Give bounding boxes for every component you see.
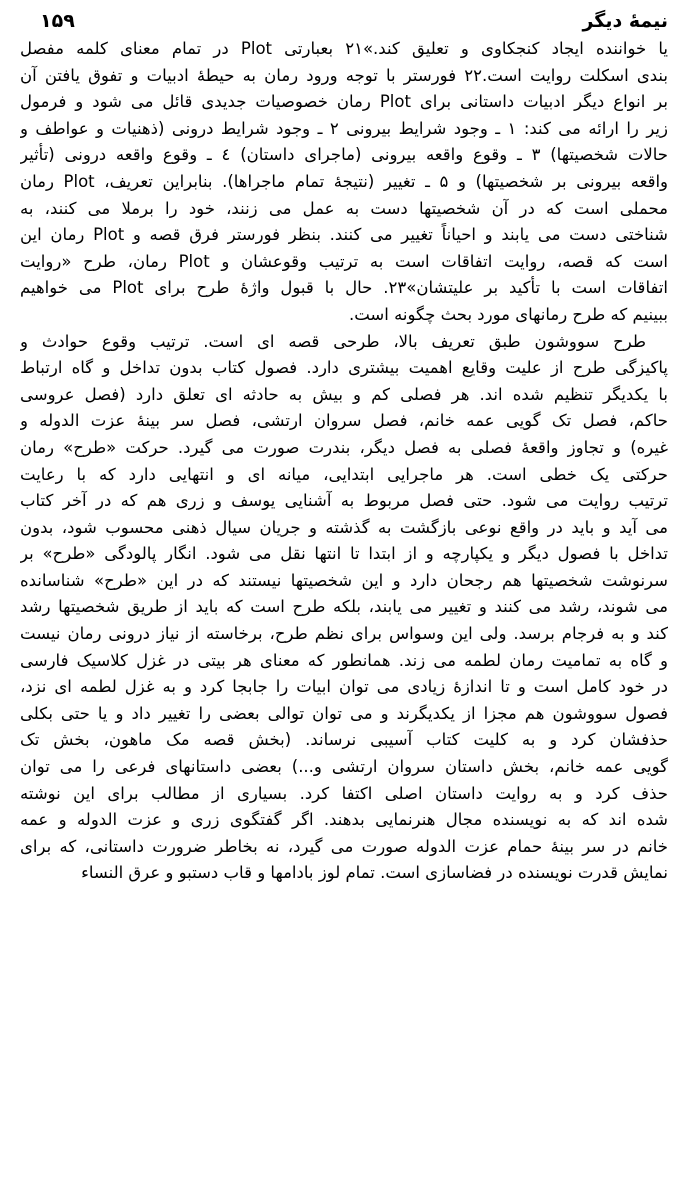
text-line: ببینیم که طرح رمانهای مورد بحث چگونه است. (348, 304, 668, 324)
text-line: خانم در سر بینهٔ حمام عزت الدوله صورت می گیرد، نه بخاطر ضرورت داستانی، که برای (20, 836, 668, 856)
text-line: بر انواع دیگر ادبیات داستانی برای Plot رمان خصوصیات جدیدی قائل می شود و فرمول (20, 92, 668, 112)
text-line: حذف کرد و به روایت داستان اصلی اکتفا کرد. بسیاری از مطالب برای این نوشته (20, 783, 668, 803)
text-line: حاکم، فصل تک گویی عمه خانم، فصل سروان ارتشی، فصل سر بینهٔ عزت الدوله و (20, 411, 668, 431)
body-text (20, 36, 668, 887)
text-line: غیره) و تجاوز واقعهٔ فصلی به فصل دیگر، بندرت صورت می گیرد. حرکت «طرح» رمان (20, 437, 668, 457)
text-line: فصول سووشون هم مجزا از یکدیگرند و می توان توالی بعضی را تغییر داد و یا حتی بکلی (20, 703, 668, 723)
text-line: زیر را ارائه می کند: ۱ ـ وجود شرایط بیرونی ۲ ـ وجود شرایط درونی (ذهنیات و عواطف و (20, 118, 668, 138)
text-line: بندی اسکلت روایت است.۲۲ فورستر با توجه ورود رمان به حیطهٔ ادبیات و تفوق یافتن آن (20, 65, 668, 85)
text-line: حذفشان کرد و به کلیت کتاب آسیبی نرساند. (بخش قصه مک ماهون، بخش تک (20, 730, 668, 750)
text-line: شناختی دست می یابند و احیاناً تغییر می کنند. بنظر فورستر فرق قصه و Plot رمان این (20, 225, 668, 245)
text-line: است که قصه، روایت اتفاقات است به ترتیب وقوعشان و Plot رمان، طرح «روایت (20, 251, 668, 271)
text-line: محملی است که در آن شخصیتها دست به عمل می زنند، خود را برملا می کنند، به (20, 198, 668, 218)
text-line: سرنوشت شخصیتها هم رجحان دارد و این شخصیتها نیستند که در این «طرح» شناسانده (20, 570, 668, 590)
text-line: ترتیب روایت می شود. حتی فصل مربوط به آشنایی یوسف و زری هم که در آخر کتاب (20, 491, 668, 511)
page-header (40, 10, 668, 36)
page-number: ۱۵۹ (40, 10, 75, 32)
text-line: گویی عمه خانم، بخش داستان سروان ارتشی و...) بعضی داستانهای فرعی را می توان (20, 757, 668, 777)
text-line: حالات شخصیتها) ۳ ـ وقوع واقعه بیرونی (ماجرای داستان) ٤ ـ وقوع واقعه درونی (تأثیر (20, 145, 668, 165)
text-line: اتفاقات است با تأکید بر علیتشان»۲۳. حال با قبول واژهٔ طرح برای Plot می خواهیم (20, 278, 668, 298)
text-line: حرکتی یک خطی است. هر ماجرایی ابتدایی، میانه ای و انتهایی دارد که با رعایت (20, 464, 668, 484)
text-line: طرح سووشون طبق تعریف بالا، طرحی قصه ای است. ترتیب وقوع حوادث و (20, 331, 646, 351)
text-line: نمایش قدرت نویسنده در فضاسازی است. تمام لوز بادامها و قاب دستبو و عرق النساء (81, 863, 668, 883)
running-title: نیمهٔ دیگر (582, 10, 668, 32)
text-line: واقعه بیرونی بر شخصیتها) و ۵ ـ تغییر (نتیجهٔ تمام ماجراها). بنابراین تعریف، Plot رمان (20, 171, 668, 191)
text-line: می شوند، رشد می کنند و تغییر می یابند، بلکه طرح است که باید از طریق شخصیتها رشد (20, 597, 668, 617)
text-line: کند و به فرجام برسد. ولی این وسواس برای نظم طرح، برخاسته از نیاز درونی رمان نیست (20, 624, 668, 644)
text-line: و گاه به تمامیت رمان لطمه می زند. همانطور که معنای هر بیتی در غزل کلاسیک فارسی (20, 650, 668, 670)
text-line: در خود کامل است و تا اندازهٔ زیادی می توان ابیات را جابجا کرد و به غزل لطمه ای نزد، (20, 677, 668, 697)
text-line: پاکیزگی طرح از علیت وقایع اهمیت بیشتری دارد. فصول کتاب بدون تداخل و گاه ارتباط (20, 358, 668, 378)
text-line: یا خواننده ایجاد کنجکاوی و تعلیق کند.»۲۱ بعبارتی Plot در تمام معنای کلمه مفصل (20, 39, 668, 58)
text-line: تداخل با فصول دیگر و یکپارچه و از ابتدا تا انتها نقل می شود. انگار پالودگی «طرح» بر (20, 544, 668, 564)
text-line: شده اند که به نویسنده مجال هنرنمایی بدهند. اگر گفتگوی زری و عزت الدوله و عمه (20, 810, 668, 830)
text-line: می آید و باید در واقع نوعی بازگشت به گذشته و جریان سیال ذهنی محسوب شود، بدون (20, 517, 668, 537)
text-line: با یکدیگر تنظیم شده اند. هر فصلی کم و بیش به حادثه ای تعلق دارد (فصل عروسی (20, 384, 668, 404)
